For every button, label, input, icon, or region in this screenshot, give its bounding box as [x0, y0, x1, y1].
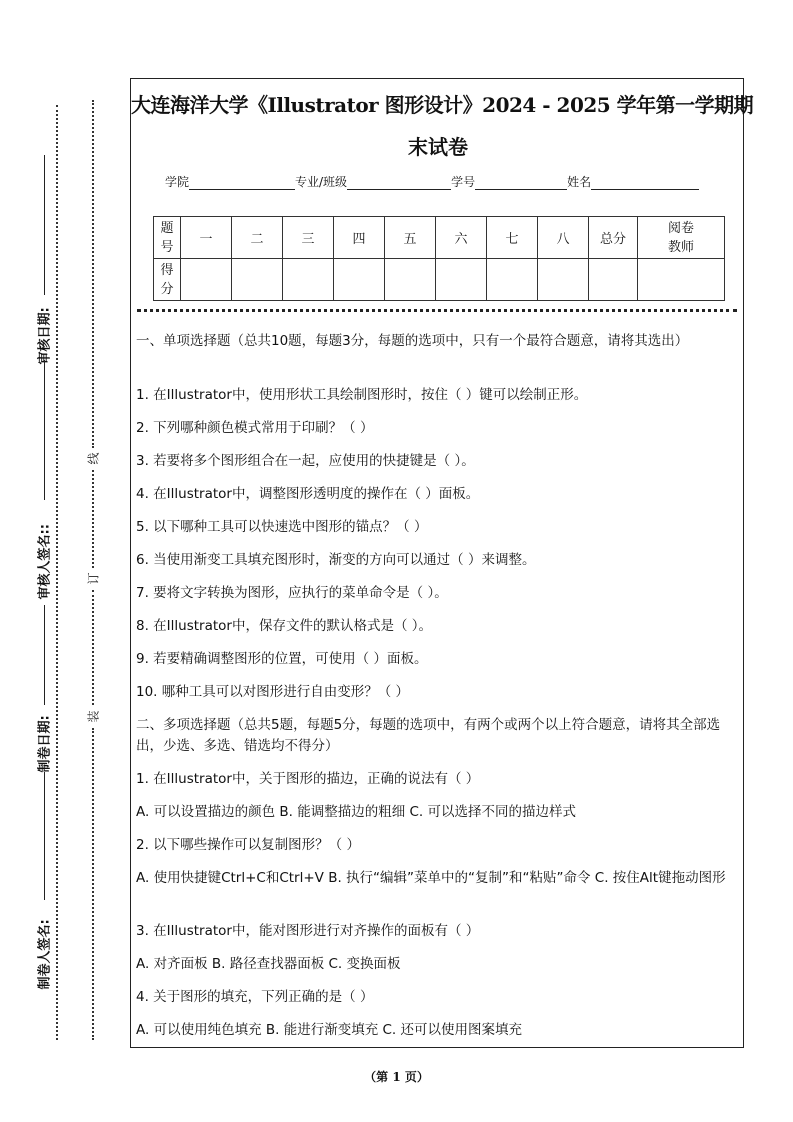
header-cell-2: 二 [232, 217, 283, 259]
audit-date-line [44, 155, 45, 295]
score-row-label: 得 分 [160, 262, 174, 297]
maker-sign-line [44, 772, 45, 900]
exam-title-line2: 末试卷 [408, 135, 468, 159]
score-table [153, 216, 725, 301]
s2-question-1: 1. 在Illustrator中，关于图形的描边，正确的说法有（ ） [136, 771, 480, 787]
dotted-line-right-top [92, 100, 94, 448]
make-date-line [44, 605, 45, 705]
s1-question-10: 10. 哪种工具可以对图形进行自由变形？（ ） [136, 684, 410, 700]
score-cell-5 [385, 259, 436, 301]
header-cell-4: 四 [334, 217, 385, 259]
header-cell-grader [638, 217, 725, 259]
student-id-label: 学号 [451, 175, 476, 189]
score-table-header-row [154, 217, 725, 259]
major-class-label: 专业/班级 [295, 175, 348, 189]
s1-question-2: 2. 下列哪种颜色模式常用于印刷？（ ） [136, 420, 374, 436]
score-cell-grader [638, 259, 725, 301]
score-cell-2 [232, 259, 283, 301]
score-cell-total [589, 259, 638, 301]
college-blank [189, 177, 295, 190]
section2-heading: 二、多项选择题（总共5题，每题5分，每题的选项中，有两个或两个以上符合题意，请将其全部选出，少选、多选、错选均不得分） [136, 717, 721, 754]
dotted-line-right-mid [92, 470, 94, 568]
s2-question-1-options: A. 可以设置描边的颜色 B. 能调整描边的粗细 C. 可以选择不同的描边样式 [136, 804, 577, 820]
binding-char-zhuang: 装 [86, 710, 101, 723]
score-cell-1 [181, 259, 232, 301]
dotted-line-right-bottom [92, 728, 94, 1040]
page-number: （第 1 页） [364, 1070, 429, 1084]
s1-question-7: 7. 要将文字转换为图形，应执行的菜单命令是（ ）。 [136, 585, 448, 601]
student-id-blank [475, 177, 567, 190]
header-cell-total: 总分 [589, 217, 638, 259]
audit-date-label: 审核日期: [37, 307, 53, 365]
s1-question-8: 8. 在Illustrator中，保存文件的默认格式是（ ）。 [136, 618, 433, 634]
s1-question-1: 1. 在Illustrator中，使用形状工具绘制图形时，按住（ ）键可以绘制正形。 [136, 387, 588, 403]
student-info-row [165, 173, 699, 190]
exam-paper [130, 78, 754, 1048]
s1-question-4: 4. 在Illustrator中，调整图形透明度的操作在（ ）面板。 [136, 486, 480, 502]
header-cell-number [154, 217, 181, 259]
major-class-blank [347, 177, 451, 190]
header-cell-8: 八 [538, 217, 589, 259]
s2-question-2: 2. 以下哪些操作可以复制图形？（ ） [136, 837, 360, 853]
maker-sign-label: 制卷人签名: [37, 919, 53, 990]
s2-question-3: 3. 在Illustrator中，能对图形进行对齐操作的面板有（ ） [136, 923, 480, 939]
s1-question-5: 5. 以下哪种工具可以快速选中图形的锚点？（ ） [136, 519, 428, 535]
s1-question-6: 6. 当使用渐变工具填充图形时，渐变的方向可以通过（ ）来调整。 [136, 552, 536, 568]
header-cell-6: 六 [436, 217, 487, 259]
s1-question-9: 9. 若要精确调整图形的位置，可使用（ ）面板。 [136, 651, 428, 667]
name-blank [591, 177, 699, 190]
header-cell-1: 一 [181, 217, 232, 259]
s2-question-4-options: A. 可以使用纯色填充 B. 能进行渐变填充 C. 还可以使用图案填充 [136, 1022, 523, 1038]
header-cell-3: 三 [283, 217, 334, 259]
s1-question-3: 3. 若要将多个图形组合在一起，应使用的快捷键是（ ）。 [136, 453, 475, 469]
header-cell-5: 五 [385, 217, 436, 259]
auditor-sign-line [44, 360, 45, 500]
dotted-line-right-mid2 [92, 590, 94, 705]
section-divider [137, 309, 737, 312]
score-table-score-row [154, 259, 725, 301]
auditor-sign-label: 审核人签名:: [37, 524, 53, 600]
score-cell-8 [538, 259, 589, 301]
college-label: 学院 [165, 175, 190, 189]
exam-title-line1: 大连海洋大学《Illustrator 图形设计》2024 - 2025 学年第一学期期 [131, 93, 754, 117]
exam-questions [136, 331, 740, 1053]
header-grader-label: 阅卷 教师 [667, 220, 694, 255]
score-cell-7 [487, 259, 538, 301]
s2-question-4: 4. 关于图形的填充，下列正确的是（ ） [136, 989, 374, 1005]
binding-char-line: 线 [86, 452, 101, 465]
score-cell-3 [283, 259, 334, 301]
dotted-line-left [56, 105, 58, 1040]
score-row-label-cell [154, 259, 181, 301]
s2-question-3-options: A. 对齐面板 B. 路径查找器面板 C. 变换面板 [136, 956, 401, 972]
binding-char-ding: 订 [86, 572, 101, 585]
header-cell-7: 七 [487, 217, 538, 259]
make-date-label: 制卷日期: [37, 715, 53, 773]
name-label: 姓名 [567, 175, 592, 189]
score-cell-6 [436, 259, 487, 301]
section1-heading: 一、单项选择题（总共10题，每题3分，每题的选项中，只有一个最符合题意，请将其选出） [136, 333, 689, 349]
binding-strip [0, 0, 120, 1122]
header-number-label: 题 号 [160, 220, 174, 255]
score-cell-4 [334, 259, 385, 301]
s2-question-2-options: A. 使用快捷键Ctrl+C和Ctrl+V B. 执行“编辑”菜单中的“复制”和“粘贴”命令 C. 按住Alt键拖动图形 [136, 870, 726, 886]
